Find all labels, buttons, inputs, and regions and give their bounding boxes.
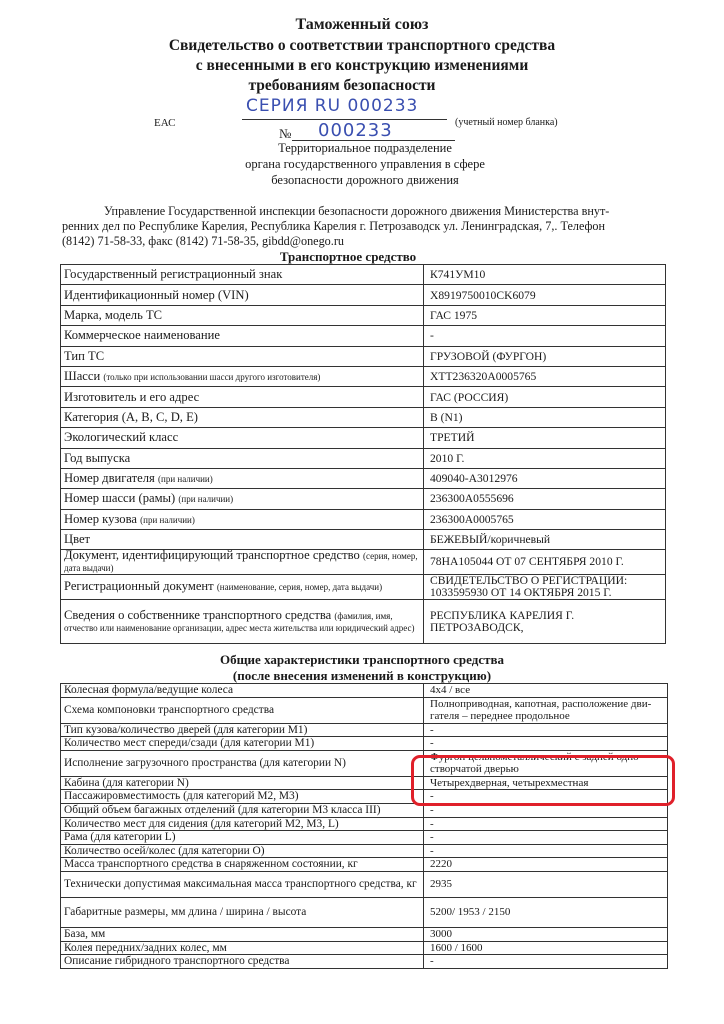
characteristics-row-value: - (424, 723, 668, 737)
vehicle-row-label-text: Номер кузова (64, 511, 137, 526)
characteristics-row-label: Описание гибридного транспортного средства (61, 955, 424, 969)
vehicle-row-value: XTT236320A0005765 (424, 366, 666, 386)
characteristics-row-value: Четырехдверная, четырехместная (424, 776, 668, 790)
vehicle-row-label (61, 489, 424, 509)
vehicle-row-label (61, 305, 424, 325)
characteristics-row-label: Общий объем багажных отделений (для категории M3 класса III) (61, 803, 424, 817)
certificate-title-line-3: требованиям безопасности (248, 77, 436, 94)
vehicle-row (61, 600, 666, 644)
authority-subtitle-3: безопасности дорожного движения (271, 173, 459, 187)
characteristics-row-value: 1600 / 1600 (424, 941, 668, 955)
vehicle-row (61, 265, 666, 285)
series-handwritten: СЕРИЯ RU 000233 (246, 96, 419, 116)
vehicle-row-label-text: Номер двигателя (64, 471, 155, 486)
authority-subtitle-2: органа государственного управления в сфере (245, 157, 485, 171)
vehicle-row-label-text: Шасси (64, 369, 101, 384)
vehicle-row-label (61, 326, 424, 346)
vehicle-row-label-text: Тип ТС (64, 348, 105, 363)
vehicle-row (61, 530, 666, 550)
characteristics-table (60, 683, 668, 969)
vehicle-row (61, 468, 666, 488)
vehicle-row-note: (только при использовании шасси другого изготовителя) (103, 372, 321, 383)
characteristics-row-value: - (424, 844, 668, 858)
characteristics-row-value: Полноприводная, капотная, расположение дви- гателя – переднее продольное (424, 697, 668, 723)
vehicle-row-label (61, 550, 424, 575)
vehicle-row-note: (при наличии) (178, 494, 234, 505)
vehicle-row-value: 409040-A3012976 (424, 468, 666, 488)
characteristics-row-label: Колесная формула/ведущие колеса (61, 684, 424, 698)
vehicle-row-value: РЕСПУБЛИКА КАРЕЛИЯ Г. ПЕТРОЗАВОДСК, (424, 600, 666, 644)
characteristics-row-label: Технически допустимая максимальная масса транспортного средства, кг (61, 871, 424, 897)
vehicle-row-value: К741УМ10 (424, 265, 666, 285)
vehicle-row-label (61, 428, 424, 448)
vehicle-row-value: 78НА105044 ОТ 07 СЕНТЯБРЯ 2010 Г. (424, 550, 666, 575)
number-sign: № (279, 126, 292, 141)
authority-line-3: (8142) 71-58-33, факс (8142) 71-58-35, gibdd@onego.ru (62, 234, 344, 248)
vehicle-row-label-text: Номер шасси (рамы) (64, 491, 176, 506)
vehicle-row-label (61, 509, 424, 529)
characteristics-row (61, 927, 668, 941)
vehicle-row-note: (наименование, серия, номер, дата выдачи) (216, 582, 383, 593)
vehicle-row (61, 489, 666, 509)
characteristics-row (61, 737, 668, 751)
eac-label: ЕАС (154, 117, 176, 129)
vehicle-row-label-text: Коммерческое наименование (64, 328, 220, 343)
vehicle-row-label-text: Год выпуска (64, 450, 131, 465)
vehicle-row-note: (фамилия, имя, отчество или наименование организации, адрес места жительства или юридический адрес) (64, 610, 415, 633)
characteristics-row (61, 955, 668, 969)
vehicle-row-label-text: Экологический класс (64, 430, 179, 445)
vehicle-row-label (61, 346, 424, 366)
authority-line-2: ренних дел по Республике Карелия, Республика Карелия г. Петрозаводск ул. Ленинградская, 7,. Телефон (62, 219, 606, 233)
vehicle-row-value: ГАС 1975 (424, 305, 666, 325)
characteristics-row-label: Количество мест спереди/сзади (для категории M1) (61, 737, 424, 751)
vehicle-row-label (61, 265, 424, 285)
vehicle-row-label-text: Изготовитель и его адрес (64, 389, 200, 404)
characteristics-row (61, 723, 668, 737)
certificate-title-line-2: с внесенными в его конструкцию изменениями (195, 57, 529, 74)
vehicle-row (61, 407, 666, 427)
characteristics-row-value: - (424, 955, 668, 969)
characteristics-row-label: Тип кузова/количество дверей (для категории M1) (61, 723, 424, 737)
authority-subtitle-1: Территориальное подразделение (278, 141, 452, 155)
vehicle-row-label-text: Идентификационный номер (VIN) (64, 287, 249, 302)
number-handwritten: 000233 (318, 120, 393, 141)
vehicle-row (61, 387, 666, 407)
certificate-title-line-1: Свидетельство о соответствии транспортного средства (168, 37, 556, 54)
characteristics-row (61, 941, 668, 955)
characteristics-row-value: 5200/ 1953 / 2150 (424, 897, 668, 927)
vehicle-row (61, 575, 666, 600)
vehicle-row-label (61, 530, 424, 550)
vehicle-row-value: БЕЖЕВЫЙ/коричневый (424, 530, 666, 550)
characteristics-row-value: 2935 (424, 871, 668, 897)
vehicle-row-value: 2010 Г. (424, 448, 666, 468)
vehicle-row-value: - (424, 326, 666, 346)
characteristics-row-label: Количество осей/колес (для категории O) (61, 844, 424, 858)
vehicle-row-label-text: Государственный регистрационный знак (64, 267, 283, 282)
characteristics-row (61, 871, 668, 897)
vehicle-row-value: 236300A0555696 (424, 489, 666, 509)
vehicle-row (61, 326, 666, 346)
vehicle-table (60, 264, 666, 644)
characteristics-row-label: Кабина (для категории N) (61, 776, 424, 790)
characteristics-row (61, 697, 668, 723)
vehicle-row-label-text: Марка, модель ТС (64, 307, 163, 322)
characteristics-row-value: - (424, 737, 668, 751)
vehicle-row (61, 448, 666, 468)
characteristics-heading-1: Общие характеристики транспортного средства (219, 652, 505, 667)
vehicle-row-label (61, 600, 424, 644)
characteristics-row (61, 858, 668, 872)
vehicle-row-label-text: Категория (A, B, C, D, E) (64, 409, 198, 424)
characteristics-row-value: 3000 (424, 927, 668, 941)
characteristics-row-label: Рама (для категории L) (61, 831, 424, 845)
characteristics-row (61, 844, 668, 858)
vehicle-row-note: (при наличии) (158, 474, 213, 485)
vehicle-row-value: ГАС (РОССИЯ) (424, 387, 666, 407)
vehicle-row (61, 346, 666, 366)
vehicle-row-label-text: Сведения о собственнике транспортного средства (64, 607, 332, 622)
authority-line-1: Управление Государственной инспекции безопасности дорожного движения Министерства внут- (104, 204, 610, 218)
characteristics-row-label: Пассажировместимость (для категорий M2, M3) (61, 790, 424, 804)
characteristics-row-value: - (424, 803, 668, 817)
vehicle-row-note: (при наличии) (140, 514, 195, 525)
vehicle-row-value: ГРУЗОВОЙ (ФУРГОН) (424, 346, 666, 366)
characteristics-heading-2: (после внесения изменений в конструкцию) (232, 668, 492, 683)
vehicle-row (61, 366, 666, 386)
characteristics-row-value: Фургон цельнометаллический с задней одно- створчатой дверью (424, 750, 668, 776)
vehicle-row-label (61, 448, 424, 468)
highlight-box (411, 755, 675, 806)
vehicle-row-value: 236300A0005765 (424, 509, 666, 529)
characteristics-row (61, 684, 668, 698)
vehicle-section-heading: Транспортное средство (279, 249, 417, 264)
vehicle-row-label (61, 407, 424, 427)
vehicle-row-label (61, 387, 424, 407)
vehicle-row (61, 285, 666, 305)
vehicle-row-label (61, 285, 424, 305)
characteristics-row-label: Схема компоновки транспортного средства (61, 697, 424, 723)
vehicle-row-label-text: Документ, идентифицирующий транспортное средство (64, 548, 360, 563)
union-title: Таможенный союз (295, 16, 429, 33)
characteristics-row-label: Габаритные размеры, мм длина / ширина / высота (61, 897, 424, 927)
characteristics-row-value: - (424, 790, 668, 804)
vehicle-row-note: (серия, номер, дата выдачи) (64, 551, 418, 574)
characteristics-row (61, 831, 668, 845)
characteristics-row-label: Колея передних/задних колес, мм (61, 941, 424, 955)
vehicle-row (61, 550, 666, 575)
vehicle-row-value: СВИДЕТЕЛЬСТВО О РЕГИСТРАЦИИ: 1033595930 ОТ 14 ОКТЯБРЯ 2015 Г. (424, 575, 666, 600)
characteristics-row-value: 4x4 / все (424, 684, 668, 698)
characteristics-row-label: Количество мест для сидения (для категорий M2, M3, L) (61, 817, 424, 831)
characteristics-row-value: - (424, 831, 668, 845)
vehicle-row (61, 428, 666, 448)
vehicle-row-label (61, 468, 424, 488)
blank-number-note: (учетный номер бланка) (455, 117, 558, 128)
vehicle-row (61, 509, 666, 529)
vehicle-row-label (61, 575, 424, 600)
characteristics-row (61, 817, 668, 831)
vehicle-row-value: B (N1) (424, 407, 666, 427)
vehicle-row-value: X8919750010CK6079 (424, 285, 666, 305)
vehicle-row-label (61, 366, 424, 386)
characteristics-row-label: Исполнение загрузочного пространства (для категории N) (61, 750, 424, 776)
vehicle-row-value: ТРЕТИЙ (424, 428, 666, 448)
vehicle-row-label-text: Регистрационный документ (64, 579, 214, 594)
vehicle-row (61, 305, 666, 325)
vehicle-row-label-text: Цвет (64, 532, 91, 547)
characteristics-row-label: Масса транспортного средства в снаряженном состоянии, кг (61, 858, 424, 872)
characteristics-row-label: База, мм (61, 927, 424, 941)
characteristics-row (61, 897, 668, 927)
characteristics-row-value: - (424, 817, 668, 831)
characteristics-row-value: 2220 (424, 858, 668, 872)
